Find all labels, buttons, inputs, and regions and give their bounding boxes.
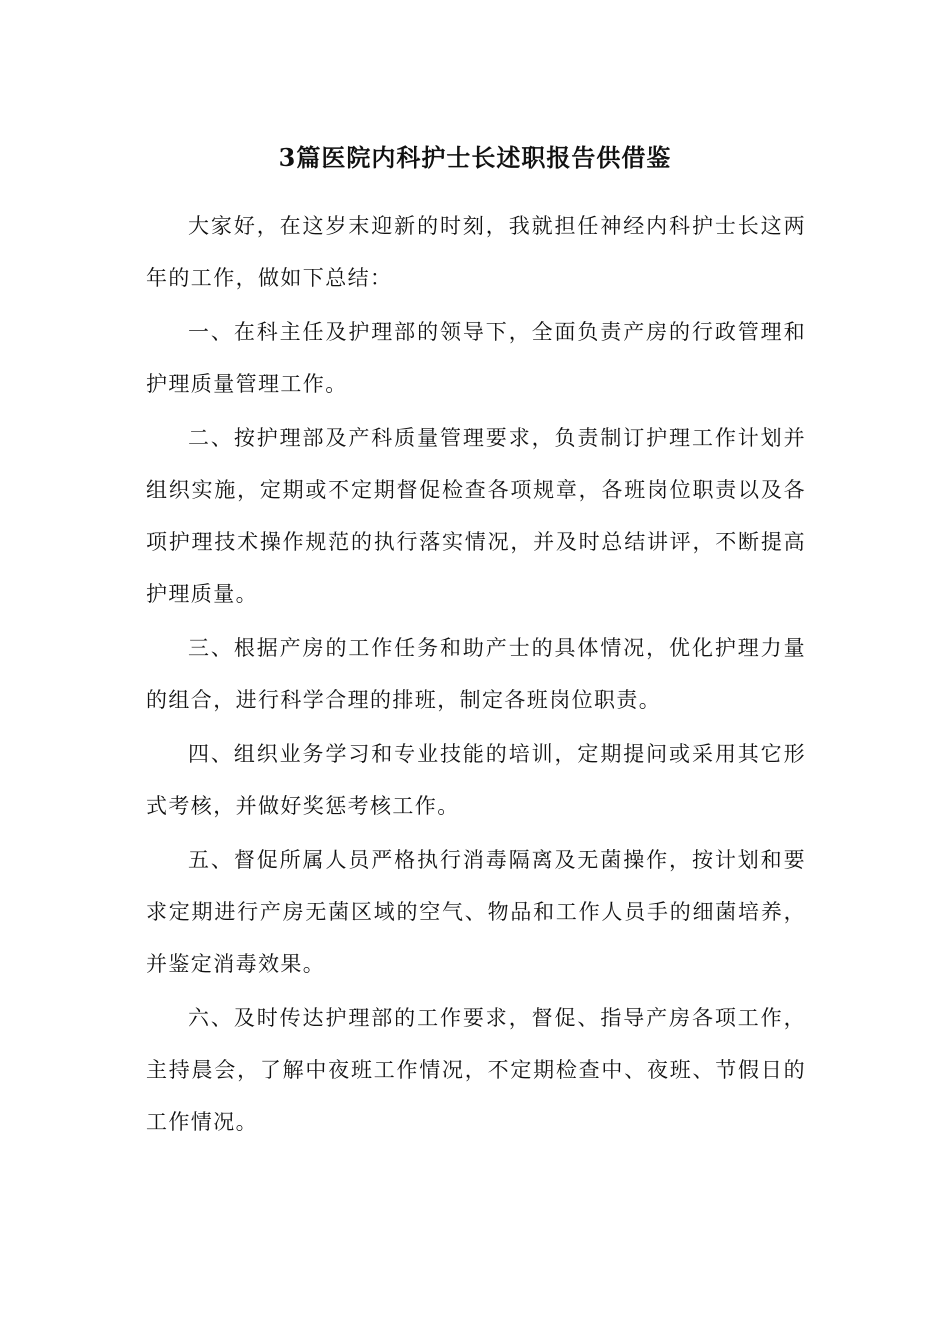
paragraph-item-1: 一、在科主任及护理部的领导下，全面负责产房的行政管理和护理质量管理工作。: [146, 320, 806, 396]
paragraph-greeting: 大家好，在这岁末迎新的时刻，我就担任神经内科护士长这两年的工作，做如下总结：: [146, 214, 806, 290]
paragraph-item-6: 六、及时传达护理部的工作要求，督促、指导产房各项工作，主持晨会，了解中夜班工作情况，不定期检查中、夜班、节假日的工作情况。: [146, 1006, 806, 1134]
paragraph-item-2: 二、按护理部及产科质量管理要求，负责制订护理工作计划并组织实施，定期或不定期督促检查各项规章，各班岗位职责以及各项护理技术操作规范的执行落实情况，并及时总结讲评，不断提高护理质量。: [146, 426, 806, 606]
paragraph-item-4: 四、组织业务学习和专业技能的培训，定期提问或采用其它形式考核，并做好奖惩考核工作。: [146, 742, 806, 818]
document-body: [146, 200, 806, 1150]
paragraph-item-5: 五、督促所属人员严格执行消毒隔离及无菌操作，按计划和要求定期进行产房无菌区域的空气、物品和工作人员手的细菌培养，并鉴定消毒效果。: [146, 848, 806, 976]
paragraph-item-3: 三、根据产房的工作任务和助产士的具体情况，优化护理力量的组合，进行科学合理的排班，制定各班岗位职责。: [146, 636, 806, 712]
document-title: 3篇医院内科护士长述职报告供借鉴: [278, 143, 672, 172]
